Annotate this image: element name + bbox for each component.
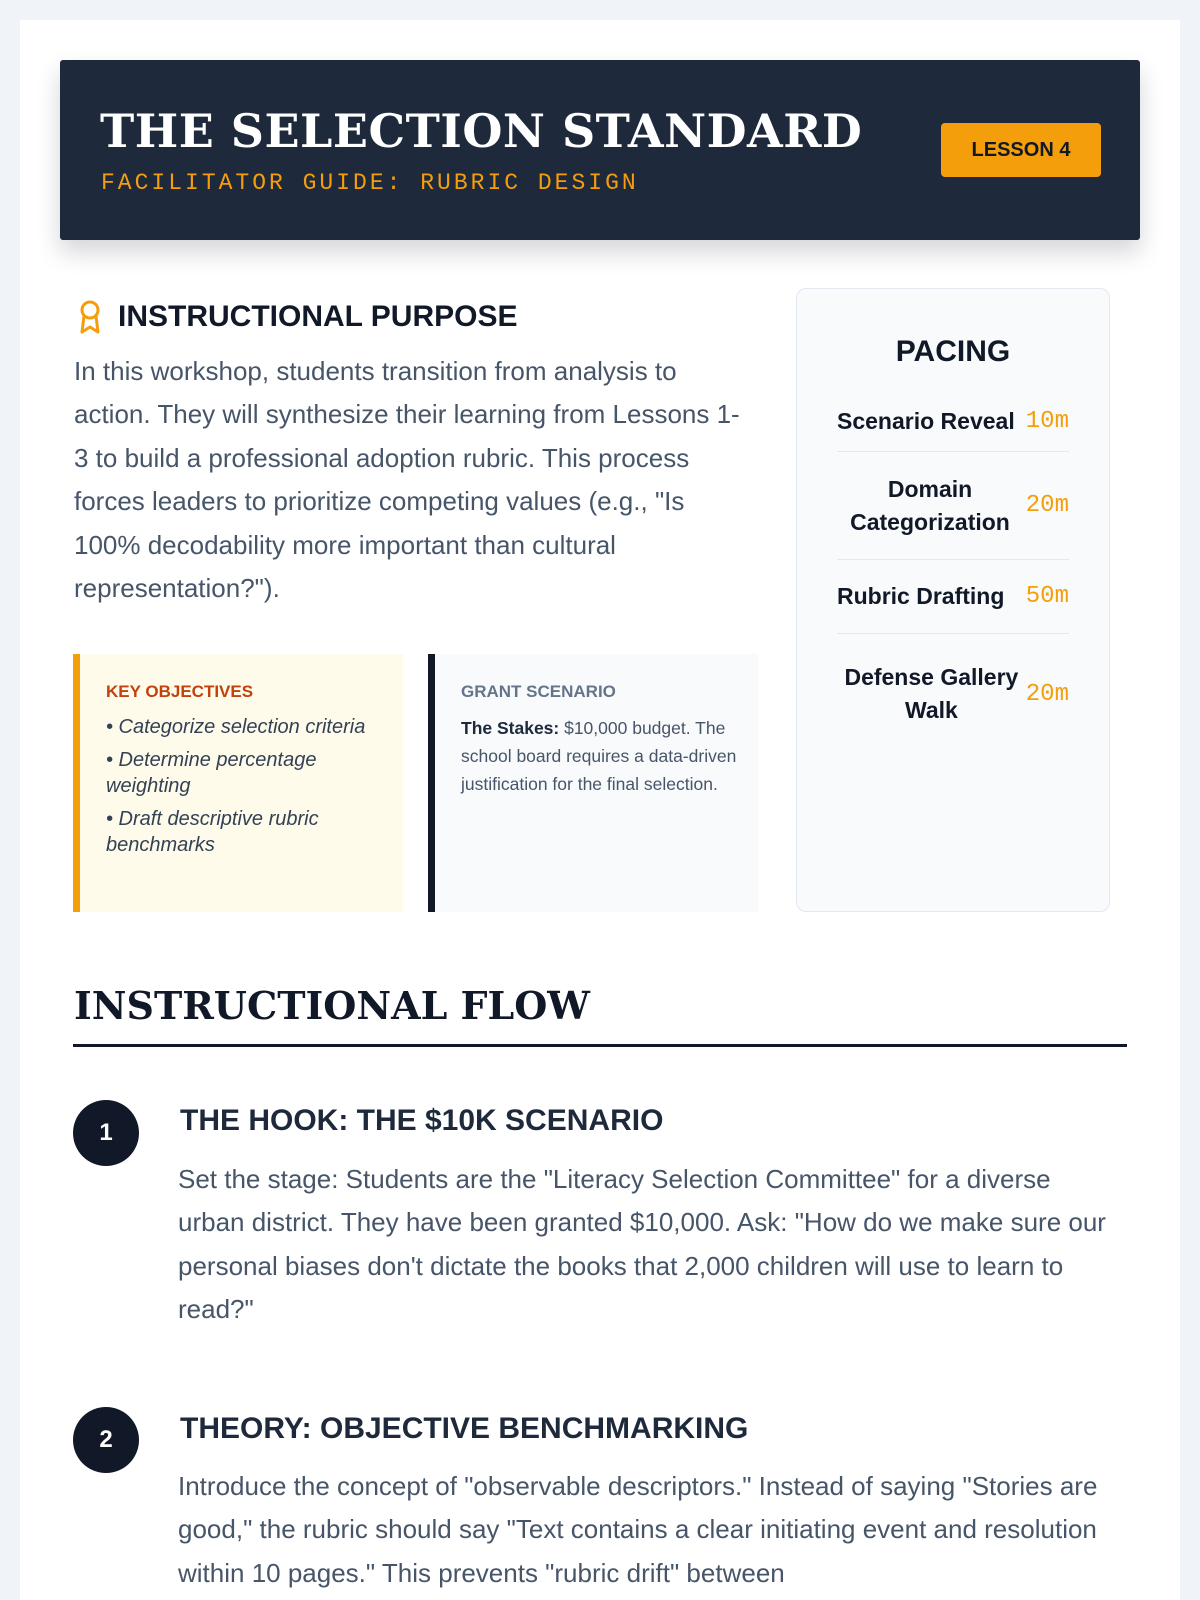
step-number-badge: 2: [73, 1407, 139, 1473]
pacing-row: [837, 392, 1069, 452]
purpose-text: In this workshop, students transition from analysis to action. They will synthesize their learning from Lessons 1-3 to build a professional adoption rubric. This process forces leaders to prioritize competing values (e.g., "Is 100% decodability more important than cultural representation?").: [74, 356, 740, 604]
page-subtitle: FACILITATOR GUIDE: RUBRIC DESIGN: [101, 170, 639, 196]
pacing-activity: Defense Gallery Walk: [844, 664, 1019, 723]
pacing-row: [837, 634, 1069, 754]
key-objectives-label: KEY OBJECTIVES: [106, 682, 254, 701]
list-item: • Draft descriptive rubric benchmarks: [106, 808, 319, 856]
pacing-activity: Scenario Reveal: [837, 408, 1015, 434]
flow-heading: INSTRUCTIONAL FLOW: [74, 983, 590, 1028]
list-item: • Determine percentage weighting: [106, 749, 317, 797]
award-ribbon-icon: [76, 299, 104, 335]
grant-scenario-label: GRANT SCENARIO: [461, 682, 616, 701]
flow-divider: [73, 1044, 1127, 1047]
purpose-heading: INSTRUCTIONAL PURPOSE: [118, 300, 518, 333]
pacing-duration: 50m: [1025, 583, 1069, 610]
key-objectives-box: [73, 654, 403, 912]
pacing-activity: Domain Categorization: [850, 475, 1010, 535]
pacing-duration: 10m: [1025, 408, 1069, 435]
grant-scenario-box: [428, 654, 758, 912]
step-title: THEORY: OBJECTIVE BENCHMARKING: [180, 1412, 749, 1445]
document-page: [20, 20, 1180, 1600]
grant-scenario-text: [461, 714, 751, 798]
pacing-activity: Rubric Drafting: [837, 583, 1005, 609]
objectives-list: [106, 714, 376, 865]
pacing-row: [837, 560, 1069, 634]
stakes-text: $10,000 budget. The school board requires a data-driven justification for the final selection.: [461, 718, 737, 794]
list-item: • Categorize selection criteria: [106, 716, 366, 738]
header-banner: [60, 60, 1140, 240]
step-text: Set the stage: Students are the "Literacy Selection Committee" for a diverse urban district. They have been granted $10,000. Ask: "How do we make sure our personal biases don't dictate the books that 2,000 children will use to learn to read?": [178, 1164, 1106, 1325]
step-title: THE HOOK: THE $10K SCENARIO: [180, 1104, 664, 1137]
pacing-duration: 20m: [1025, 492, 1069, 519]
step-number-badge: 1: [73, 1100, 139, 1166]
pacing-row: [837, 452, 1069, 560]
stakes-label: The Stakes:: [461, 718, 560, 738]
purpose-heading-row: [76, 299, 517, 335]
pacing-duration: 20m: [1025, 680, 1069, 708]
pacing-panel: [796, 288, 1110, 912]
pacing-heading: PACING: [895, 335, 1011, 368]
step-text: Introduce the concept of "observable descriptors." Instead of saying "Stories are good," the rubric should say "Text contains a clear initiating event and resolution within 10 pages." This prevents "rubric drift" between: [178, 1471, 1098, 1588]
page-title: THE SELECTION STANDARD: [100, 104, 863, 158]
lesson-badge: LESSON 4: [941, 123, 1101, 177]
